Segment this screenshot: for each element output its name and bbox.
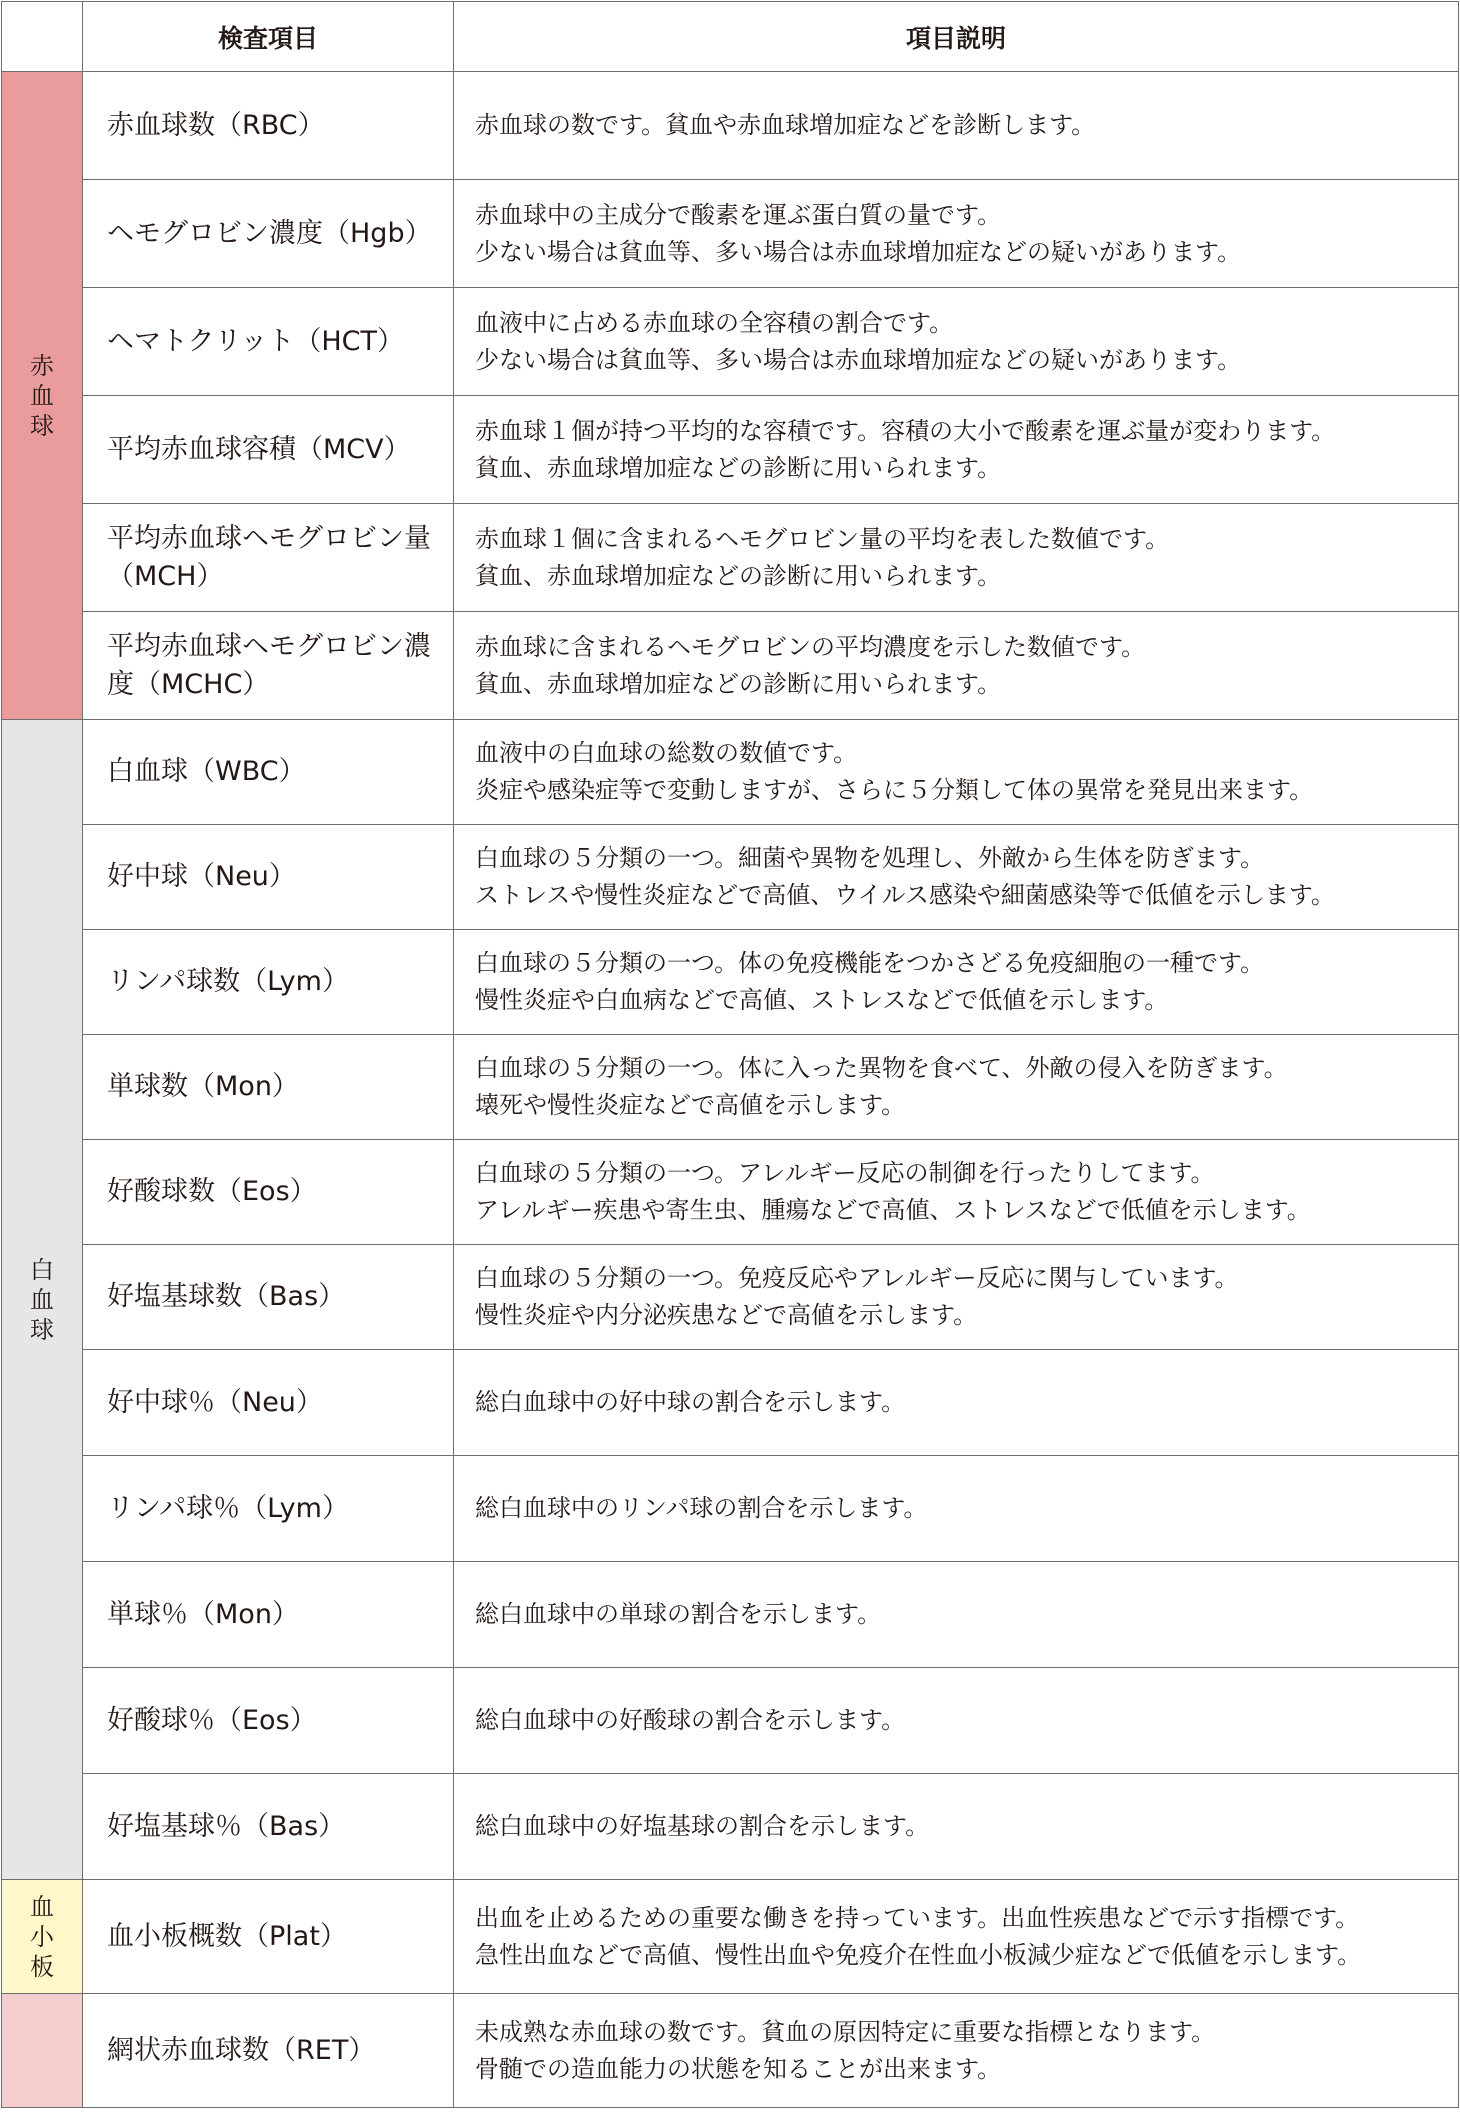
item-description: 白血球の５分類の一つ。免疫反応やアレルギー反応に関与しています。 慢性炎症や内分泌疾患などで高値を示します。 xyxy=(454,1245,1459,1350)
item-description: 赤血球１個に含まれるヘモグロビン量の平均を表した数値です。 貧血、赤血球増加症などの診断に用いられます。 xyxy=(454,504,1459,612)
item-name: 好酸球％（Eos） xyxy=(83,1668,454,1774)
table-row xyxy=(2,504,1459,612)
table-row xyxy=(2,1562,1459,1668)
item-name: 赤血球数（RBC） xyxy=(83,72,454,180)
item-description: 白血球の５分類の一つ。アレルギー反応の制御を行ったりしてます。 アレルギー疾患や寄生虫、腫瘍などで高値、ストレスなどで低値を示します。 xyxy=(454,1140,1459,1245)
item-description: 白血球の５分類の一つ。体に入った異物を食べて、外敵の侵入を防ぎます。 壊死や慢性炎症などで高値を示します。 xyxy=(454,1035,1459,1140)
group-label-wbc: 白血球 xyxy=(2,720,83,1880)
item-name: ヘマトクリット（HCT） xyxy=(83,288,454,396)
table-row xyxy=(2,1035,1459,1140)
item-name: 平均赤血球ヘモグロビン濃度（MCHC） xyxy=(83,612,454,720)
table-row xyxy=(2,1245,1459,1350)
item-name: 単球数（Mon） xyxy=(83,1035,454,1140)
header-row xyxy=(2,2,1459,72)
item-name: 単球％（Mon） xyxy=(83,1562,454,1668)
table-row xyxy=(2,612,1459,720)
item-name: 好塩基球数（Bas） xyxy=(83,1245,454,1350)
item-description: 赤血球に含まれるヘモグロビンの平均濃度を示した数値です。 貧血、赤血球増加症などの診断に用いられます。 xyxy=(454,612,1459,720)
group-label-platelet: 血小板 xyxy=(2,1880,83,1994)
item-description: 未成熟な赤血球の数です。貧血の原因特定に重要な指標となります。 骨髄での造血能力の状態を知ることが出来ます。 xyxy=(454,1994,1459,2108)
item-description: 総白血球中の好塩基球の割合を示します。 xyxy=(454,1774,1459,1880)
item-name: 平均赤血球容積（MCV） xyxy=(83,396,454,504)
table-row xyxy=(2,288,1459,396)
blood-test-table xyxy=(1,1,1459,2108)
table-row xyxy=(2,72,1459,180)
item-description: 血液中の白血球の総数の数値です。 炎症や感染症等で変動しますが、さらに５分類して体の異常を発見出来ます。 xyxy=(454,720,1459,825)
table-row xyxy=(2,720,1459,825)
table-row xyxy=(2,1668,1459,1774)
header-item-column: 検査項目 xyxy=(83,2,454,72)
item-description: 総白血球中の好酸球の割合を示します。 xyxy=(454,1668,1459,1774)
item-name: ヘモグロビン濃度（Hgb） xyxy=(83,180,454,288)
table-row xyxy=(2,1140,1459,1245)
item-description: 総白血球中のリンパ球の割合を示します。 xyxy=(454,1456,1459,1562)
header-blank-cell xyxy=(2,2,83,72)
item-description: 赤血球１個が持つ平均的な容積です。容積の大小で酸素を運ぶ量が変わります。 貧血、赤血球増加症などの診断に用いられます。 xyxy=(454,396,1459,504)
table-row xyxy=(2,396,1459,504)
table-row xyxy=(2,1880,1459,1994)
item-description: 血液中に占める赤血球の全容積の割合です。 少ない場合は貧血等、多い場合は赤血球増加症などの疑いがあります。 xyxy=(454,288,1459,396)
item-description: 赤血球中の主成分で酸素を運ぶ蛋白質の量です。 少ない場合は貧血等、多い場合は赤血球増加症などの疑いがあります。 xyxy=(454,180,1459,288)
table-row xyxy=(2,1774,1459,1880)
table-row xyxy=(2,930,1459,1035)
table-row xyxy=(2,1456,1459,1562)
group-label-rbc: 赤血球 xyxy=(2,72,83,720)
item-name: リンパ球数（Lym） xyxy=(83,930,454,1035)
item-name: 好中球（Neu） xyxy=(83,825,454,930)
item-description: 白血球の５分類の一つ。体の免疫機能をつかさどる免疫細胞の一種です。 慢性炎症や白血病などで高値、ストレスなどで低値を示します。 xyxy=(454,930,1459,1035)
table-row xyxy=(2,1994,1459,2108)
item-name: 平均赤血球ヘモグロビン量（MCH） xyxy=(83,504,454,612)
item-name: リンパ球％（Lym） xyxy=(83,1456,454,1562)
item-description: 総白血球中の好中球の割合を示します。 xyxy=(454,1350,1459,1456)
item-name: 血小板概数（Plat） xyxy=(83,1880,454,1994)
group-label-reticulocyte xyxy=(2,1994,83,2108)
item-description: 総白血球中の単球の割合を示します。 xyxy=(454,1562,1459,1668)
table-row xyxy=(2,1350,1459,1456)
item-description: 出血を止めるための重要な働きを持っています。出血性疾患などで示す指標です。 急性出血などで高値、慢性出血や免疫介在性血小板減少症などで低値を示します。 xyxy=(454,1880,1459,1994)
item-name: 好酸球数（Eos） xyxy=(83,1140,454,1245)
table-row xyxy=(2,825,1459,930)
header-description-column: 項目説明 xyxy=(454,2,1459,72)
item-description: 白血球の５分類の一つ。細菌や異物を処理し、外敵から生体を防ぎます。 ストレスや慢性炎症などで高値、ウイルス感染や細菌感染等で低値を示します。 xyxy=(454,825,1459,930)
item-name: 好塩基球％（Bas） xyxy=(83,1774,454,1880)
table-row xyxy=(2,180,1459,288)
item-name: 網状赤血球数（RET） xyxy=(83,1994,454,2108)
item-name: 好中球％（Neu） xyxy=(83,1350,454,1456)
item-description: 赤血球の数です。貧血や赤血球増加症などを診断します。 xyxy=(454,72,1459,180)
item-name: 白血球（WBC） xyxy=(83,720,454,825)
